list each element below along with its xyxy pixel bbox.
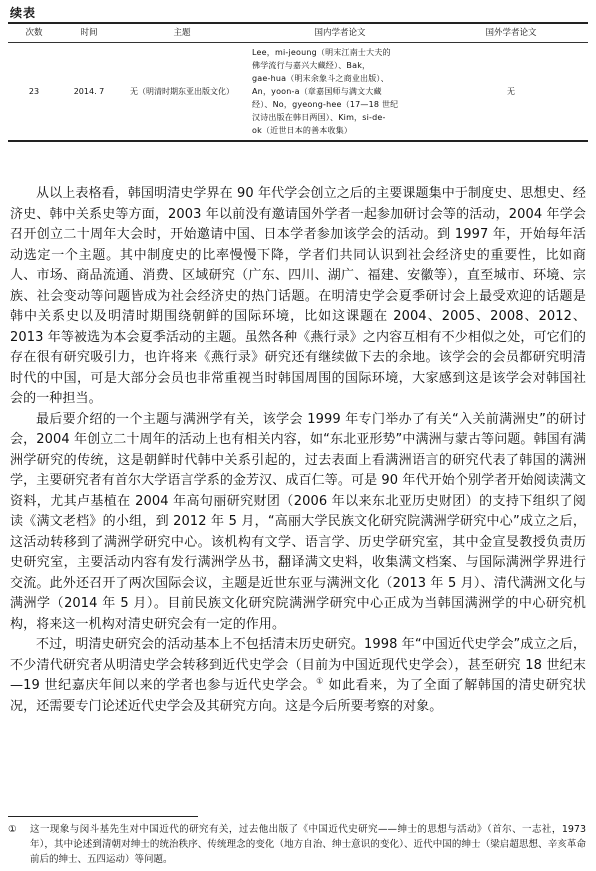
domestic-line: An，yoon-a（章嘉国师与满文大藏 bbox=[252, 87, 382, 96]
domestic-line: 佛学流行与嘉兴大藏经）、Bak， bbox=[252, 61, 371, 70]
paragraph: 从以上表格看，韩国明清史学界在 90 年代学会创立之后的主要课题集中于制度史、思想史、经济史、韩中关系史等方面，2003 年以前没有邀请国外学者一起参加研讨会等的活动，2004 年学会召开创立二十周年大会时，开始邀请中国、日本学者参加该学会的活动。到 1997 年，开始每年活动选定一个主题。其中制度史的比率慢慢下降，学者们共同认识到社会经济史的重要性，比如商人、市场、商品流通、消费、区域研究（广东、四川、湖广、福建、安徽等），直至城市、环境、宗族、社会变动等问题皆成为社会经济史的热门话题。在明清史学会夏季研讨会上最受欢迎的话题是韩中关系史以及明清时期围绕朝鲜的国际环境，比如这课题在 2004、2005、2008、2012、2013 年等被选为本会夏季活动的主题。虽然各种《燕行录》之内容互相有不少相似之处，可它们的存在很有研究吸引力，也许将来《燕行录》研究还有继续做下去的余地。该学会的会员都研究明清时代的中国，可是大部分会员也非常重视当时韩国周围的国际环境，大家感到这是该学会对韩国社会的一种担当。 bbox=[10, 186, 586, 406]
header-date: 时间 bbox=[60, 23, 118, 43]
domestic-line: 经）、No，gyeong-hee（17—18 世纪 bbox=[252, 100, 399, 109]
paragraph-text: 不过，明清史研究会的活动基本上不包括清末历史研究。1998 年“中国近代史学会”成立之后，不少清代研究者从明清史学会转移到近代史学会（目前为中国近现代史学会），甚至研究 18 世纪末—19 世纪嘉庆年间以来的学者也参与近代史学会。 bbox=[10, 637, 586, 693]
cell-foreign-papers: 无 bbox=[434, 43, 588, 142]
domestic-line: gae-hua（明末余象斗之商业出版）、 bbox=[252, 74, 389, 83]
table-header-row bbox=[8, 23, 588, 43]
body-text bbox=[10, 184, 586, 717]
footnote-text: 这一现象与闵斗基先生对中国近代的研究有关，过去他出版了《中国近代史研究——绅士的思想与活动》（首尔、一志社，1973 年），其中论述到清朝对绅士的统治秩序、传统理念的变化（地方自治、绅士意识的变化）、近代中国的绅士（梁启超思想、辛亥革命前后的绅士、五四运动）等问题。 bbox=[30, 824, 586, 865]
cell-domestic-papers bbox=[246, 43, 434, 142]
paragraph bbox=[10, 635, 586, 717]
footnote-reference: ① bbox=[316, 676, 324, 686]
paragraph: 最后要介绍的一个主题与满洲学有关，该学会 1999 年专门举办了有关“入关前满洲史”的研讨会，2004 年创立二十周年的活动上也有相关内容，如“东北亚形势”中满洲与蒙古等问题。韩国有满洲学研究的传统，这是朝鲜时代韩中关系引起的，过去表面上看满洲语言的研究代表了韩国的满洲学，主要研究者有首尔大学语言学系的金芳汉、成百仁等。可是 90 年代开始个别学者开始阅读满文资料，尤其卢基植在 2004 年高句丽研究财团（2006 年以来东北亚历史财团）的支持下组织了阅读《满文老档》的小组，到 2012 年 5 月，“高丽大学民族文化研究院满洲学研究中心”成立之后，这活动转移到了满洲学研究中心。该机构有文学、语言学、历史学研究室，其中金宣旻教授负责历史研究室，主要活动内容有发行满洲学丛书，翻译满文史料，收集满文档案、与国际满洲学界进行交流。此外还召开了两次国际会议，主题是近世东亚与满洲文化（2013 年 5 月）、清代满洲文化与满洲学（2014 年 5 月）。目前民族文化研究院满洲学研究中心正成为当韩国满洲学的中心研究机构，将来这一机构对清史研究会有一定的作用。 bbox=[10, 411, 586, 632]
domestic-line: Lee，mi-jeoung（明末江南士大夫的 bbox=[252, 48, 391, 57]
domestic-line: ok（近世日本的善本收集） bbox=[252, 126, 353, 135]
seminar-table bbox=[8, 22, 588, 142]
table-continuation-label: 续表 bbox=[10, 6, 37, 20]
footnote-divider bbox=[8, 816, 198, 817]
cell-number: 23 bbox=[8, 43, 60, 142]
cell-theme: 无（明清时期东亚出版文化） bbox=[118, 43, 246, 142]
header-domestic-papers: 国内学者论文 bbox=[246, 23, 434, 43]
table-row bbox=[8, 43, 588, 142]
header-theme: 主题 bbox=[118, 23, 246, 43]
cell-date: 2014. 7 bbox=[60, 43, 118, 142]
footnote bbox=[8, 822, 586, 867]
header-foreign-papers: 国外学者论文 bbox=[434, 23, 588, 43]
domestic-line: 汉诗出版在韩日两国）、Kim，si-de- bbox=[252, 113, 386, 122]
paragraph-text-tail: 如此看来，为了全面了解韩国的清史研究状况，还需要专门论述近代史学会及其研究方向。这是今后所要考察的对象。 bbox=[10, 678, 586, 714]
header-number: 次数 bbox=[8, 23, 60, 43]
footnote-marker: ① bbox=[8, 824, 17, 835]
